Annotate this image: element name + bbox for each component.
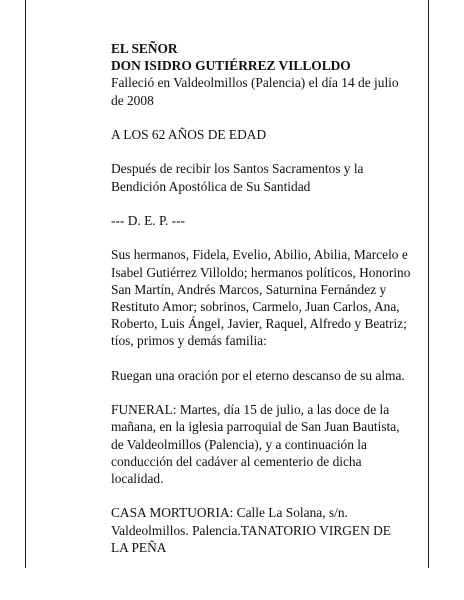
rest-in-peace-line: --- D. E. P. --- <box>111 212 186 228</box>
prayer-request: Ruegan una oración por el eterno descanso de su alma. <box>111 367 405 383</box>
death-place-date: Falleció en Valdeolmillos (Palencia) el día 14 de julio de 2008 <box>111 75 399 108</box>
age-at-death: A LOS 62 AÑOS DE EDAD <box>111 127 267 142</box>
notice-title-line-1: EL SEÑOR <box>111 41 178 56</box>
left-border-line <box>25 0 26 568</box>
obituary-notice <box>111 40 416 556</box>
sacraments-paragraph: Después de recibir los Santos Sacramentos y la Bendición Apostólica de Su Santidad <box>111 161 364 194</box>
family-paragraph: Sus hermanos, Fidela, Evelio, Abilio, Abilia, Marcelo e Isabel Gutiérrez Villoldo; hermanos políticos, Honorino San Martín, Andrés Marcos, Saturnina Fernández y Restituto Amor; sobrinos, Carmelo, Juan Carlos, Ana, Roberto, Luis Ángel, Javier, Raquel, Alfredo y Beatriz; tíos, primos y demás familia: <box>111 247 411 349</box>
deceased-name: DON ISIDRO GUTIÉRREZ VILLOLDO <box>111 58 351 74</box>
funeral-paragraph: FUNERAL: Martes, día 15 de julio, a las doce de la mañana, en la iglesia parroquial de San Juan Bautista, de Valdeolmillos (Palencia), y a continuación la conducción del cadáver al cementerio de dicha localidad. <box>111 402 400 486</box>
mortuary-paragraph: CASA MORTUORIA: Calle La Solana, s/n. Valdeolmillos. Palencia.TANATORIO VIRGEN DE LA PEÑA <box>111 505 391 555</box>
right-border-line <box>428 0 429 568</box>
